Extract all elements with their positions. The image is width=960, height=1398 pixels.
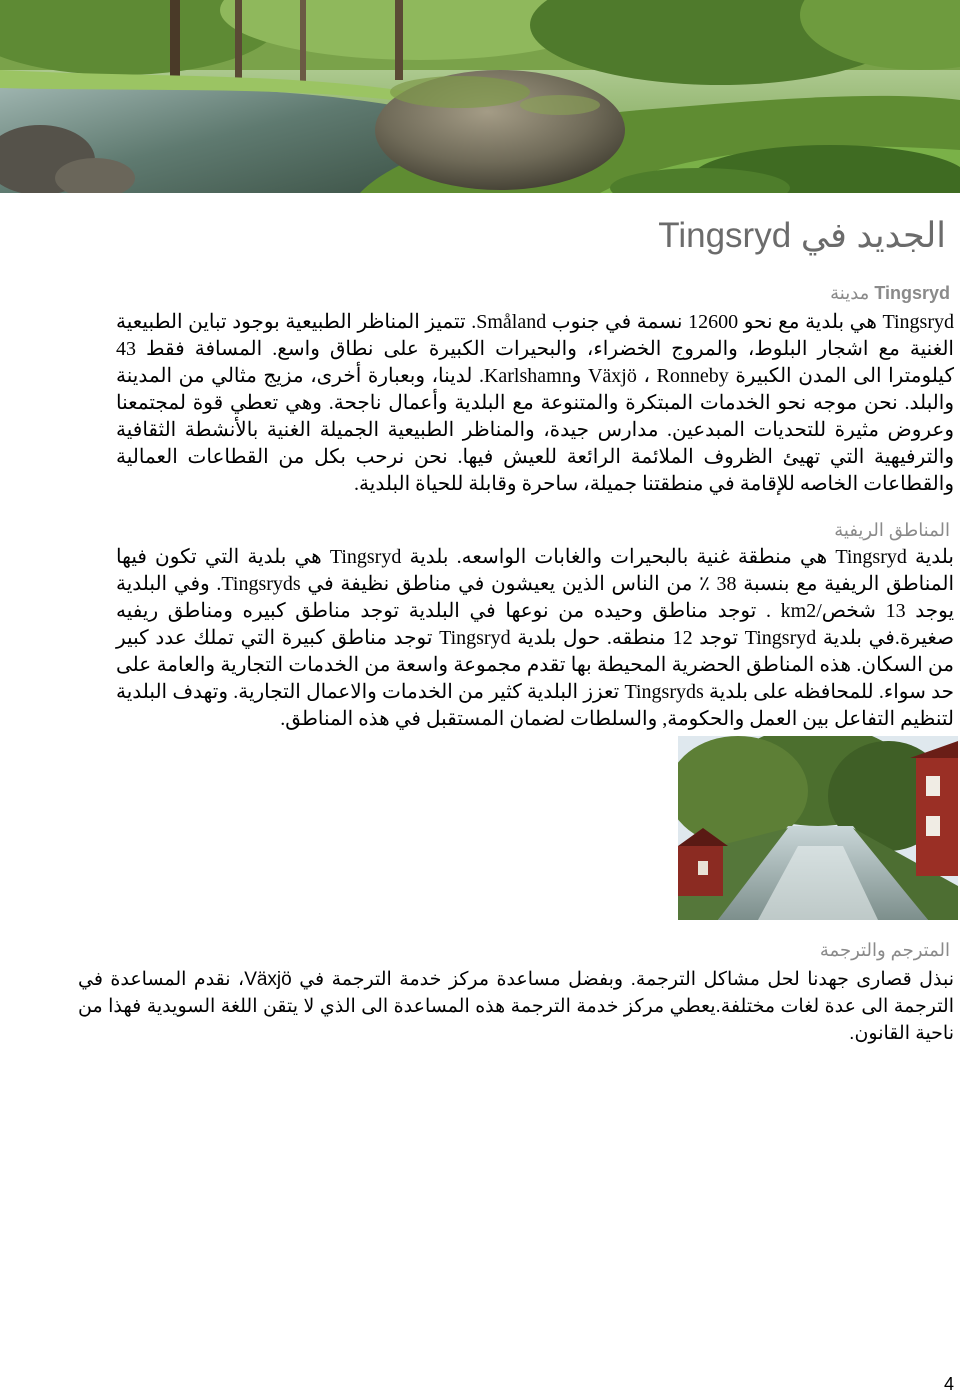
heading-city-prefix: مدينة [830, 283, 870, 303]
river-with-red-houses-illustration [678, 736, 958, 920]
section-body-city: Tingsryd هي بلدية مع نحو 12600 نسمة في جنوب Småland. تتميز المناظر الطبيعية بوجود تباين الطبيعية الغنية مع اشجار البلوط، والمروج الخضراء، والبحيرات الكبيرة على نطاق واسع. المسافة فقط 43 كيلومترا الى المدن الكبيرة Växjö ، Ronneby وKarlshamn. لدينا، وبعبارة أخرى، مزيج مثالي من المدينة والبلد. نحن موجه نحو الخدمات المبتكرة والمتنوعة مع البلدية وأعمال ناجحة. وهي تعطي قوة لمجتمعنا وعروض مثيرة للتحديات المبدعين. مدارس جيدة، والمناظر الطبيعية الجميلة الغنية بالأنشطة الثقافية والترفيهية التي تهيئ الظروف الملائمة الرائعة للعيش فيها. نحن نرحب بكل من القطاعات العمالية والقطاعات الخاصه للإقامة في منطقتنا جميلة، ساحرة وقابلة للحياة البلدية. [116, 311, 954, 495]
page-title: الجديد في Tingsryd [658, 216, 946, 255]
heading-city-name: Tingsryd [874, 283, 950, 303]
banner-photo [0, 0, 960, 193]
river-landscape-illustration [0, 0, 960, 193]
section-body-rural: بلدية Tingsryd هي منطقة غنية بالبحيرات والغابات الواسعه. بلدية Tingsryd هي بلدية التي تكون فيها المناطق الريفية مع بنسبة 38 ٪ من الناس الذين يعيشون في مناطق نظيفة في Tingsryds. وفي البلدية يوجد 13 شخص/km2 . توجد مناطق وحيده من نوعها في البلدية توجد مناطق كبيره ومناطق ريفيه صغيرة.في بلدية Tingsryd توجد 12 منطقه. حول بلدية Tingsryd توجد مناطق كبيرة التي تملك عدد كبير من السكان. هذه المناطق الحضرية المحيطة بها تقدم مجموعة واسعة من الخدمات التجارية والعامة على حد سواء. للمحافظه على بلدية Tingsryds تعزز البلدية كثير من الخدمات والاعمال التجارية. وتهدف البلدية لتنظيم التفاعل بين العمل والحكومة, والسلطات لضمان المستقبل في هذه المناطق. [116, 546, 955, 730]
section-heading-rural: المناطق الريفية [834, 520, 950, 540]
section-heading-city [250, 283, 950, 304]
page-number: 4 [943, 1374, 954, 1394]
river-photo [678, 736, 958, 920]
section-body-translation: نبذل قصارى جهدنا لحل مشاكل الترجمة. وبفضل مساعدة مركز خدمة الترجمة في Växjö، نقدم المساعدة في الترجمة الى عدة لغات مختلفة.يعطي مركز خدمة الترجمة هذه المساعدة الى الذي لا يتقن اللغة السويدية فهذا من ناحية القانون. [78, 969, 954, 1044]
section-heading-translation: المترجم والترجمة [819, 940, 950, 960]
